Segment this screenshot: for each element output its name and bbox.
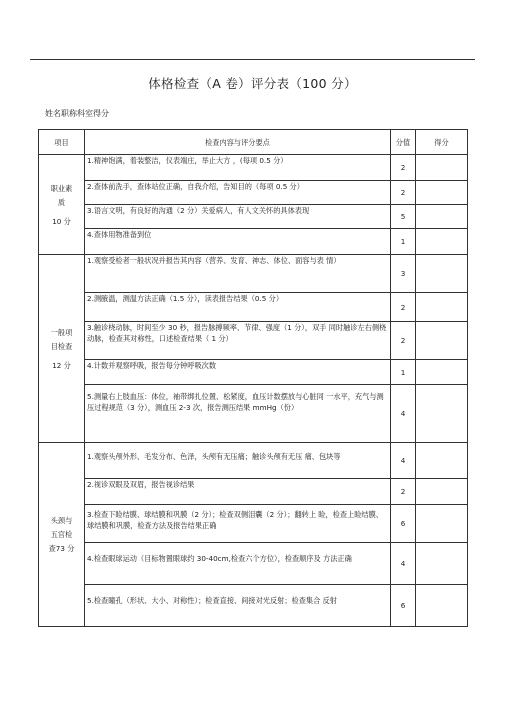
table-row [39, 205, 468, 229]
table-row [39, 155, 468, 181]
header-rule [30, 59, 475, 60]
item-score: 1 [391, 229, 416, 255]
item-text: 4.计数并观察呼吸，报告每分钟呼吸次数 [85, 360, 391, 385]
section-label [39, 155, 85, 255]
section-name-line: 五官检 [50, 529, 73, 539]
item-text: 5.测量右上肢血压：体位，袖带绑扎位置、松紧度，血压计数摆放与心脏同 一水平，充气与测压过程规范（3 分），测血压 2-3 次，报告测压结果 mmHg（份） [85, 385, 391, 443]
item-text: 3.语言文明，有良好的沟通（2 分）关爱病人，有人文关怀的具体表现 [85, 205, 391, 229]
item-text: 1.精神饱满，着装整洁，仪表端庄，举止大方 ，(每项 0.5 分） [85, 155, 391, 181]
item-score: 2 [391, 479, 416, 505]
score-table [38, 129, 468, 627]
item-text: 5.检查瞳孔（形状、大小、对称性）；检查直接、间接对光反射；检查集合 反射 [85, 585, 391, 627]
got-cell[interactable] [416, 205, 468, 229]
got-cell[interactable] [416, 293, 468, 322]
table-row [39, 293, 468, 322]
item-score: 6 [391, 585, 416, 627]
item-text: 3.检查下睑结膜、球结膜和巩膜（2 分）；检查双侧泪囊（2 分）；翻转上 睑，检查上睑结膜、球结膜和巩膜，检查方法及报告结果正确 [85, 505, 391, 543]
item-text: 2.查体前洗手，查体站位正确，自我介绍，告知目的（每项 0.5 分） [85, 181, 391, 205]
section-points: 12 分 [52, 361, 71, 370]
item-score: 2 [391, 322, 416, 360]
got-cell[interactable] [416, 543, 468, 585]
section-name-line: 目检查 [50, 342, 73, 351]
header-score: 分值 [391, 130, 416, 155]
item-score: 1 [391, 360, 416, 385]
got-cell[interactable] [416, 322, 468, 360]
got-cell[interactable] [416, 229, 468, 255]
table-row [39, 229, 468, 255]
table-row [39, 360, 468, 385]
got-cell[interactable] [416, 505, 468, 543]
section-points: 10 分 [52, 217, 71, 226]
got-cell[interactable] [416, 155, 468, 181]
table-row [39, 543, 468, 585]
got-cell[interactable] [416, 360, 468, 385]
section-name-line: 头颈与 [50, 515, 73, 525]
table-row [39, 385, 468, 443]
table-row [39, 181, 468, 205]
got-cell[interactable] [416, 385, 468, 443]
table-row [39, 585, 468, 627]
item-score: 4 [391, 443, 416, 479]
table-row [39, 443, 468, 479]
item-text: 1.观察头颅外形、毛发分布、色泽，头颅有无压痛；触诊头颅有无压 痛、包块等 [85, 443, 391, 479]
item-text: 2.视诊双眼及双眉，报告视诊结果 [85, 479, 391, 505]
item-score: 2 [391, 155, 416, 181]
table-header-row [39, 130, 468, 155]
meta-line: 姓名职称科室得分 [45, 109, 109, 118]
item-score: 4 [391, 385, 416, 443]
header-got: 得分 [416, 130, 468, 155]
item-text: 4.查体用物准备到位 [85, 229, 391, 255]
section-name-line: 一般项 [50, 328, 73, 337]
page-title: 体格检查（A 卷）评分表（100 分） [148, 76, 357, 91]
section-name-line: 查73 分 [48, 543, 75, 553]
item-score: 4 [391, 543, 416, 585]
item-text: 4.检查眼球运动（目标物置眼球约 30-40cm,检查六个方位），检查顺序及 方法正确 [85, 543, 391, 585]
item-score: 6 [391, 505, 416, 543]
table-row [39, 479, 468, 505]
item-text: 2.测腋温，测温方法正确（1.5 分），读表报告结果（0.5 分） [85, 293, 391, 322]
got-cell[interactable] [416, 443, 468, 479]
got-cell[interactable] [416, 479, 468, 505]
item-score: 5 [391, 205, 416, 229]
item-score: 2 [391, 293, 416, 322]
got-cell[interactable] [416, 255, 468, 293]
item-score: 2 [391, 181, 416, 205]
header-content: 检查内容与评分要点 [85, 130, 391, 155]
table-row [39, 322, 468, 360]
item-score: 3 [391, 255, 416, 293]
section-label [39, 443, 85, 627]
item-text: 3.触诊桡动脉，时间至少 30 秒，报告脉搏频率、节律、强度（1 分），双手 同时触诊左右侧桡动脉，检查其对称性，口述检查结果（ 1 分） [85, 322, 391, 360]
got-cell[interactable] [416, 585, 468, 627]
item-text: 1.观察受检者一般状况并报告其内容（营养、发育、神志、体位、面容与表 情） [85, 255, 391, 293]
section-label [39, 255, 85, 443]
header-item: 项目 [39, 130, 85, 155]
table-row [39, 255, 468, 293]
section-name-line: 职业素 [50, 184, 73, 193]
table-row [39, 505, 468, 543]
section-name-line: 质 [57, 198, 66, 207]
got-cell[interactable] [416, 181, 468, 205]
